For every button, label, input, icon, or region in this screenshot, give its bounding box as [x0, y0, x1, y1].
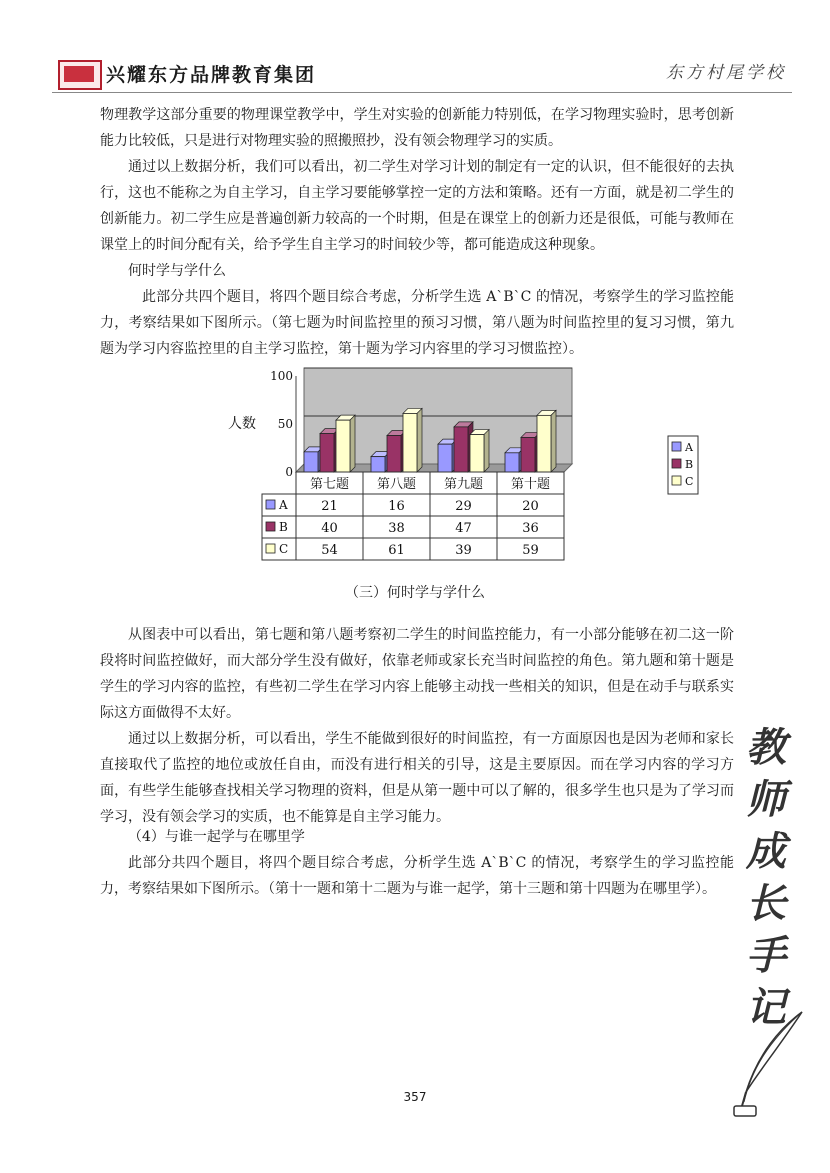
bar-side — [417, 408, 422, 472]
legend-label: B — [685, 458, 694, 471]
data-label: 36 — [522, 521, 539, 536]
legend-swatch — [672, 442, 681, 451]
bar — [454, 427, 468, 472]
brand-name: 兴耀东方品牌教育集团 — [106, 64, 317, 86]
legend-swatch — [672, 476, 681, 485]
bar — [470, 435, 484, 472]
data-label: 29 — [455, 499, 472, 514]
data-label: 16 — [388, 499, 405, 514]
x-tick-label: 第十题 — [510, 477, 551, 492]
bar — [371, 457, 385, 472]
bar-chart — [228, 366, 708, 566]
legend-label: A — [685, 441, 693, 454]
chart — [228, 366, 708, 566]
decoration-char-5: 手 — [746, 932, 786, 979]
paragraph-2: 通过以上数据分析，我们可以看出，初二学生对学习计划的制定有一定的认识，但不能很好的去执行，这也不能称之为自主学习，自主学习要能够掌控一定的方法和策略。还有一方面，就是初二学生的创新能力。初二学生应是普遍创新力较高的一个时期，但是在课堂上的创新力还是很低，可能与教师在课堂上的时间分配有关，给予学生自主学习的时间较少等，都可能造成这种现象。 — [100, 159, 734, 253]
decoration-char-2: 师 — [746, 776, 786, 823]
data-label: 38 — [388, 521, 405, 536]
bar-side — [484, 430, 489, 472]
bar — [505, 453, 519, 472]
bar — [387, 436, 401, 472]
data-label: 20 — [522, 499, 539, 514]
y-tick-label: 50 — [277, 417, 293, 431]
table-series-name: A — [279, 498, 288, 512]
bar-side — [551, 410, 556, 472]
header-divider — [52, 92, 792, 93]
table-legend-swatch — [266, 500, 275, 509]
data-label: 54 — [321, 543, 338, 558]
logo-mark — [64, 66, 94, 82]
table-series-name: C — [279, 542, 289, 556]
paragraph-6: 此部分共四个题目，将四个题目综合考虑，分析学生选 A`B`C 的情况，考察学生的学习监控能力，考察结果如下图所示。（第十一题和第十二题为与谁一起学，第十三题和第十四题为在哪里学）。 — [100, 855, 734, 897]
y-axis-label: 人数 — [228, 416, 256, 432]
bar — [537, 415, 551, 472]
decoration-char-3: 成 — [746, 828, 786, 875]
bar — [403, 413, 417, 472]
data-label: 59 — [522, 543, 539, 558]
section-heading-1: 何时学与学什么 — [128, 263, 226, 279]
bar-side — [350, 415, 355, 472]
legend-swatch — [672, 459, 681, 468]
decoration-char-1: 教 — [746, 724, 786, 771]
x-tick-label: 第八题 — [376, 477, 417, 492]
section-heading-2: （4）与谁一起学与在哪里学 — [128, 829, 305, 845]
decoration-char-4: 长 — [746, 880, 786, 927]
y-tick-label: 0 — [285, 465, 293, 479]
x-tick-label: 第九题 — [443, 477, 484, 492]
page-header — [52, 52, 792, 92]
paragraph-3: 此部分共四个题目，将四个题目综合考虑，分析学生选 A`B`C 的情况，考察学生的学习监控能力，考察结果如下图所示。（第七题为时间监控里的预习习惯，第八题为时间监控里的复习习惯，第九题为学习内容监控里的自主学习监控，第十题为学习内容里的学习习惯监控）。 — [100, 289, 734, 357]
bar — [320, 434, 334, 472]
school-name: 东方村尾学校 — [666, 63, 786, 83]
paragraph-1: 物理教学这部分重要的物理课堂教学中，学生对实验的创新能力特别低，在学习物理实验时，思考创新能力比较低，只是进行对物理实验的照搬照抄，没有领会物理学习的实质。 — [100, 107, 734, 149]
data-label: 39 — [455, 543, 472, 558]
bar — [521, 437, 535, 472]
page-number: 357 — [403, 1090, 427, 1104]
table-series-name: B — [279, 520, 288, 534]
bar — [304, 452, 318, 472]
paragraph-4: 从图表中可以看出，第七题和第八题考察初二学生的时间监控能力，有一小部分能够在初二这一阶段将时间监控做好，而大部分学生没有做好，依靠老师或家长充当时间监控的角色。第九题和第十题是学生的学习内容的监控，有些初二学生在学习内容上能够主动找一些相关的知识，但是在动手与联系实际这方面做得不太好。 — [100, 627, 734, 721]
bar — [438, 444, 452, 472]
bar — [336, 420, 350, 472]
table-legend-swatch — [266, 522, 275, 531]
table-legend-swatch — [266, 544, 275, 553]
chart-caption: （三）何时学与学什么 — [345, 585, 485, 601]
brand-logo — [58, 60, 102, 90]
data-label: 40 — [321, 521, 338, 536]
legend-label: C — [685, 475, 694, 488]
data-label: 47 — [455, 521, 472, 536]
data-label: 61 — [388, 543, 405, 558]
y-tick-label: 100 — [270, 369, 293, 383]
paragraph-5: 通过以上数据分析，可以看出，学生不能做到很好的时间监控，有一方面原因也是因为老师和家长直接取代了监控的地位或放任自由，而没有进行相关的引导，这是主要原因。而在学习内容的学习方面，有些学生能够查找相关学习物理的资料，但是从第一题中可以了解的，很多学生也只是为了学习而学习，没有领会学习的实质，也不能算是自主学习能力。 — [100, 731, 734, 825]
decoration-char-6: 记 — [746, 984, 786, 1031]
data-label: 21 — [321, 499, 338, 514]
x-tick-label: 第七题 — [309, 477, 350, 492]
